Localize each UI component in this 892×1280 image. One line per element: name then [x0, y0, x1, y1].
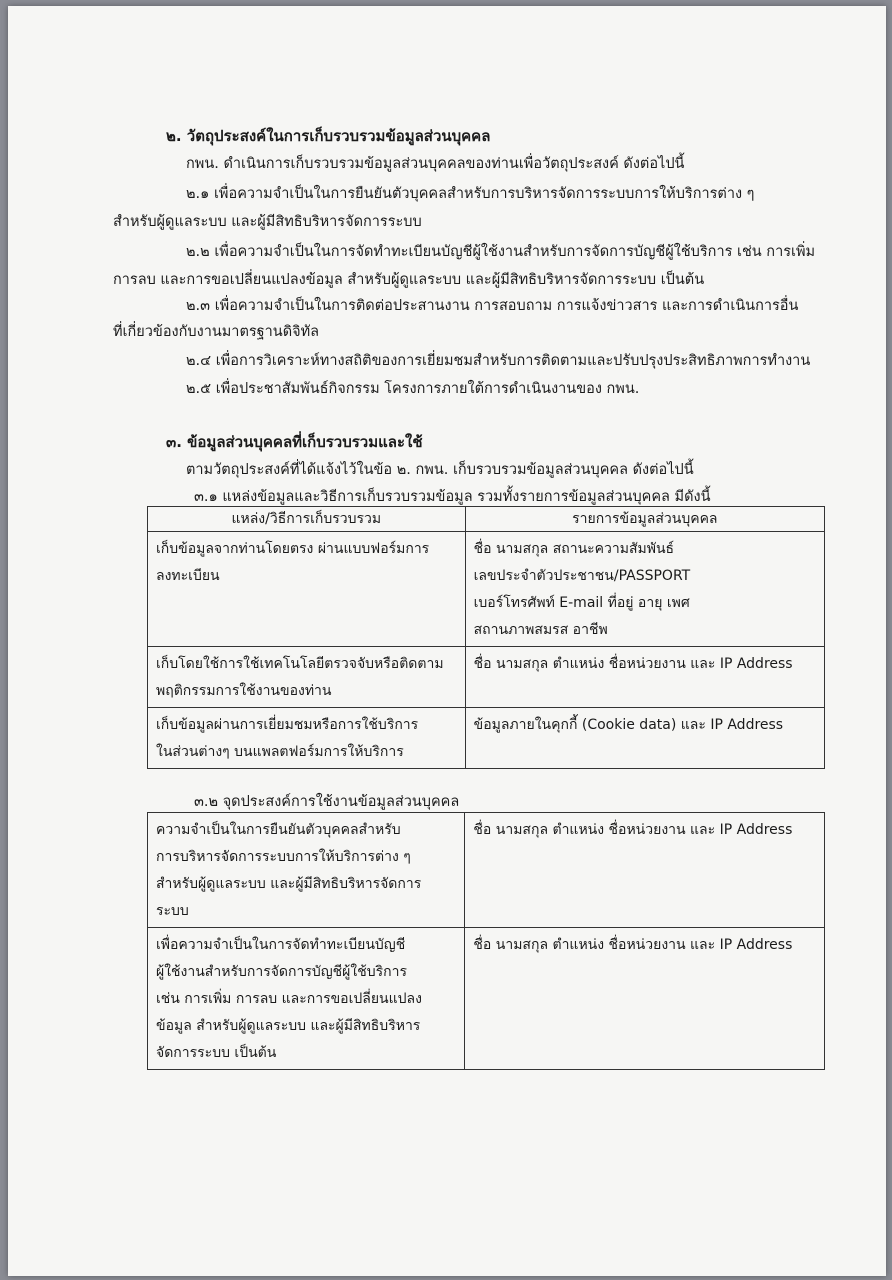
table-cell-items	[465, 708, 824, 769]
cell-line: ชื่อ นามสกุล สถานะความสัมพันธ์	[473, 541, 675, 557]
table-row	[148, 813, 825, 928]
purpose-table	[147, 812, 825, 1070]
table-row	[148, 928, 825, 1070]
table-cell-source	[148, 708, 466, 769]
cell-line: ชื่อ นามสกุล ตำแหน่ง ชื่อหน่วยงาน และ IP Address	[473, 656, 793, 672]
cell-line: ผู้ใช้งานสำหรับการจัดการบัญชีผู้ใช้บริการ	[156, 964, 407, 980]
cell-line: เช่น การเพิ่ม การลบ และการขอเปลี่ยนแปลง	[156, 991, 422, 1007]
cell-line: ในส่วนต่างๆ บนแพลตฟอร์มการให้บริการ	[156, 744, 404, 760]
table-cell-source	[148, 647, 466, 708]
table-cell-items	[465, 647, 824, 708]
table-row	[148, 532, 825, 647]
table-cell-source	[148, 532, 466, 647]
cell-line: เพื่อความจำเป็นในการจัดทำทะเบียนบัญชี	[156, 937, 406, 953]
table-row	[148, 647, 825, 708]
table-header-source: แหล่ง/วิธีการเก็บรวบรวม	[148, 507, 466, 532]
table-header-row	[148, 507, 825, 532]
cell-line: เบอร์โทรศัพท์ E-mail ที่อยู่ อายุ เพศ	[473, 595, 690, 611]
cell-line: เก็บโดยใช้การใช้เทคโนโลยีตรวจจับหรือติดตาม	[156, 656, 444, 672]
section2-item-1-line1: ๒.๑ เพื่อความจำเป็นในการยืนยันตัวบุคคลสำหรับการบริหารจัดการระบบการให้บริการต่าง ๆ	[186, 186, 755, 202]
cell-line: พฤติกรรมการใช้งานของท่าน	[156, 683, 332, 699]
cell-line: เก็บข้อมูลผ่านการเยี่ยมชมหรือการใช้บริการ	[156, 717, 419, 733]
cell-line: จัดการระบบ เป็นต้น	[156, 1045, 277, 1061]
section2-heading: ๒. วัตถุประสงค์ในการเก็บรวบรวมข้อมูลส่วนบุคคล	[166, 127, 491, 145]
table2-title: ๓.๒ จุดประสงค์การใช้งานข้อมูลส่วนบุคคล	[194, 794, 460, 810]
cell-line: เก็บข้อมูลจากท่านโดยตรง ผ่านแบบฟอร์มการ	[156, 541, 430, 557]
cell-line: เลขประจำตัวประชาชน/PASSPORT	[473, 568, 691, 584]
document-page	[8, 6, 886, 1276]
cell-line: การบริหารจัดการระบบการให้บริการต่าง ๆ	[156, 849, 411, 865]
cell-line: สถานภาพสมรส อาชีพ	[473, 622, 608, 638]
table-row	[148, 708, 825, 769]
cell-line: ความจำเป็นในการยืนยันตัวบุคคลสำหรับ	[156, 822, 401, 838]
cell-line: สำหรับผู้ดูแลระบบ และผู้มีสิทธิบริหารจัดการ	[156, 876, 422, 892]
table-cell-items	[465, 532, 824, 647]
section3-heading: ๓. ข้อมูลส่วนบุคคลที่เก็บรวบรวมและใช้	[166, 433, 423, 451]
table-header-items: รายการข้อมูลส่วนบุคคล	[465, 507, 824, 532]
table1-title: ๓.๑ แหล่งข้อมูลและวิธีการเก็บรวบรวมข้อมูล รวมทั้งรายการข้อมูลส่วนบุคคล มีดังนี้	[194, 489, 711, 505]
section3-intro: ตามวัตถุประสงค์ที่ได้แจ้งไว้ในข้อ ๒. กพน. เก็บรวบรวมข้อมูลส่วนบุคคล ดังต่อไปนี้	[186, 462, 694, 478]
table-cell-items	[465, 813, 825, 928]
section2-item-2-line2: การลบ และการขอเปลี่ยนแปลงข้อมูล สำหรับผู้ดูแลระบบ และผู้มีสิทธิบริหารจัดการระบบ เป็นต้น	[113, 272, 705, 288]
cell-line: ข้อมูล สำหรับผู้ดูแลระบบ และผู้มีสิทธิบริหาร	[156, 1018, 421, 1034]
section2-intro: กพน. ดำเนินการเก็บรวบรวมข้อมูลส่วนบุคคลของท่านเพื่อวัตถุประสงค์ ดังต่อไปนี้	[186, 156, 685, 172]
section2-item-3-line2: ที่เกี่ยวข้องกับงานมาตรฐานดิจิทัล	[113, 324, 320, 340]
section2-item-2-line1: ๒.๒ เพื่อความจำเป็นในการจัดทำทะเบียนบัญชีผู้ใช้งานสำหรับการจัดการบัญชีผู้ใช้บริการ เช่น การเพิ่ม	[186, 244, 816, 260]
cell-line: ชื่อ นามสกุล ตำแหน่ง ชื่อหน่วยงาน และ IP Address	[473, 822, 793, 838]
data-source-table	[147, 506, 825, 769]
section2-item-5: ๒.๕ เพื่อประชาสัมพันธ์กิจกรรม โครงการภายใต้การดำเนินงานของ กพน.	[186, 381, 640, 397]
section2-item-3-line1: ๒.๓ เพื่อความจำเป็นในการติดต่อประสานงาน การสอบถาม การแจ้งข่าวสาร และการดำเนินการอื่น	[186, 298, 799, 314]
section2-item-1-line2: สำหรับผู้ดูแลระบบ และผู้มีสิทธิบริหารจัดการระบบ	[113, 214, 422, 230]
cell-line: ชื่อ นามสกุล ตำแหน่ง ชื่อหน่วยงาน และ IP Address	[473, 937, 793, 953]
table-cell-purpose	[148, 813, 465, 928]
cell-line: ระบบ	[156, 903, 189, 919]
section2-item-4: ๒.๔ เพื่อการวิเคราะห์ทางสถิติของการเยี่ยมชมสำหรับการติดตามและปรับปรุงประสิทธิภาพการทำงาน	[186, 353, 811, 369]
table-cell-items	[465, 928, 825, 1070]
cell-line: ข้อมูลภายในคุกกี้ (Cookie data) และ IP Address	[473, 717, 784, 733]
cell-line: ลงทะเบียน	[156, 568, 220, 584]
table-cell-purpose	[148, 928, 465, 1070]
